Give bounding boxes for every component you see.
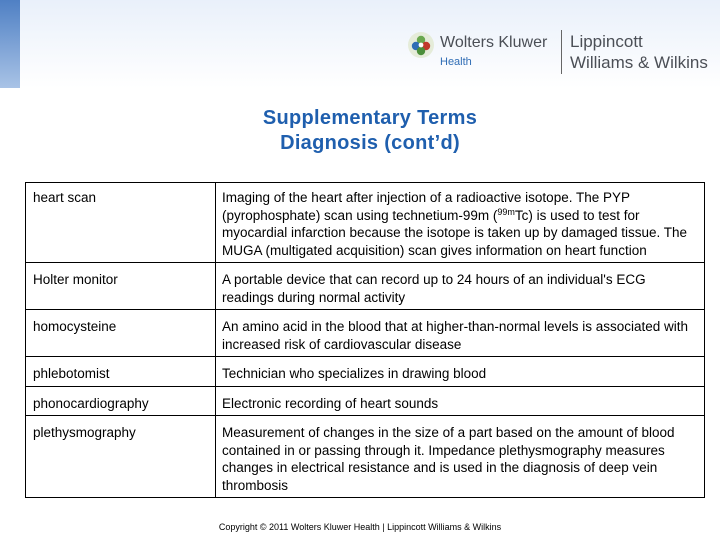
logo-line-1: Lippincott (570, 32, 643, 51)
terms-table (25, 182, 705, 498)
definition-cell: Measurement of changes in the size of a part based on the amount of blood contained in or passing through it. Impedance plethysmography measures changes in electrical resistance and is used in the diagnosis of deep vein thrombosis (216, 416, 705, 498)
definition-cell: Technician who specializes in drawing blood (216, 357, 705, 387)
table-row (26, 386, 705, 416)
term-cell: homocysteine (26, 310, 216, 357)
definition-cell (216, 183, 705, 263)
term-cell: Holter monitor (26, 263, 216, 310)
definition-text: Tc) is used to test for myocardial infarction because the isotope is taken up by damaged tissue. The MUGA (multigated acquisition) scan gives information on heart function (222, 207, 688, 258)
logo-divider (561, 30, 562, 74)
logo-sub: Health (440, 56, 472, 68)
logo-line-2: Williams & Wilkins (570, 53, 708, 72)
term-cell: phonocardiography (26, 386, 216, 416)
slide-title (170, 106, 570, 156)
table-row (26, 310, 705, 357)
wolters-kluwer-logo-icon (407, 31, 435, 59)
table-row (26, 263, 705, 310)
table-row (26, 183, 705, 263)
definition-superscript: 99m (497, 206, 515, 217)
logo-name: Wolters Kluwer (440, 34, 548, 51)
title-line-1: Supplementary Terms (262, 107, 478, 129)
title-line-2: Diagnosis (cont’d) (280, 132, 460, 154)
term-cell: plethysmography (26, 416, 216, 498)
table-row (26, 416, 705, 498)
definition-cell: A portable device that can record up to 24 hours of an individual's ECG readings during normal activity (216, 263, 705, 310)
copyright-footer: Copyright © 2011 Wolters Kluwer Health | Lippincott Williams & Wilkins (218, 522, 502, 532)
term-cell: heart scan (26, 183, 216, 263)
definition-cell: Electronic recording of heart sounds (216, 386, 705, 416)
left-accent-bar (0, 0, 20, 88)
term-cell: phlebotomist (26, 357, 216, 387)
definition-cell: An amino acid in the blood that at higher-than-normal levels is associated with increased risk of cardiovascular disease (216, 310, 705, 357)
table-row (26, 357, 705, 387)
definition-text: Imaging of the heart after injection of a radioactive isotope. The PYP (pyrophosphate) scan using technetium-99m ( (222, 190, 630, 223)
